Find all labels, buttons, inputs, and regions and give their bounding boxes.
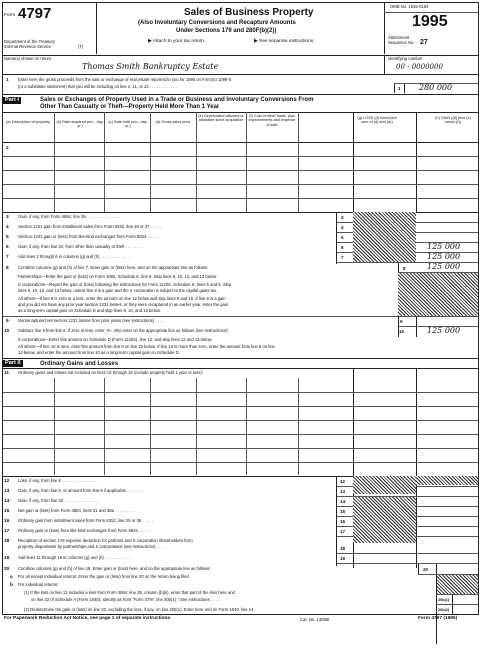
line-18-number: 18: [4, 539, 10, 544]
line-14-box: 14: [340, 499, 346, 504]
name-value: Thomas Smith Bankruptcy Estate: [82, 62, 219, 71]
line-8-all-others-2: and you did not have any prior year section 1231 losses, or they were recaptured in an earlier year, enter the gain: [18, 302, 229, 307]
line-10-text: Subtract line 9 from line 8. If zero or less, enter -0-. Also enter on the appropriate line as follows (see instructions):: [18, 328, 229, 333]
identifying-number-value: 00 - 0000000: [396, 63, 443, 71]
column-b-header: (b) Date acquired (mo., day, yr.): [56, 120, 104, 129]
dept-line2: Internal Revenue Service: [4, 44, 52, 49]
form-word: Form: [4, 13, 16, 18]
line-19-box: 19: [340, 556, 346, 561]
column-d-header: (d) Gross sales price: [155, 120, 191, 124]
line-7-number: 7: [6, 255, 9, 260]
line-7-box: 7: [341, 255, 344, 260]
part-2-label: Part II: [5, 360, 21, 366]
line-8-number: 8: [6, 266, 9, 271]
line-17-box: 17: [340, 529, 346, 534]
column-h-header: (h) GAIN ((d) plus (e) minus (f)): [435, 116, 471, 125]
line-4-number: 4: [6, 225, 9, 230]
line-4-box: 4: [341, 225, 344, 230]
line-4-text: Section 1231 gain from installment sales from Form 6252, line 26 or 37 . . . . .: [18, 224, 162, 229]
form-number: 4797: [18, 5, 52, 22]
line-1-text-1: Enter here the gross proceeds from the sale or exchange of real estate reported to you for 1995 on Form(s) 1099-S: [18, 77, 232, 82]
line-20b2-box: 20b(2): [438, 608, 450, 612]
identifying-number-field[interactable]: [386, 62, 476, 73]
line-5-amount-field[interactable]: [417, 232, 479, 242]
line-9-amount-field[interactable]: [417, 316, 479, 326]
line-1-amount-value: 280 000: [419, 83, 453, 92]
line-5-text: Section 1231 gain or (loss) from like-kind exchanges from Form 8824 . . . . . .: [18, 234, 161, 239]
catalog-number: Cat. No. 13086I: [300, 617, 330, 622]
line-11-text: Ordinary gains and losses not included on lines 12 through 18 (include property held 1 year or less):: [18, 370, 204, 375]
column-a-header: (a) Description of property: [6, 120, 50, 124]
attachment-label: Attachment: [388, 35, 410, 40]
line-18-text-1: Recapture of section 179 expense deduction for partners and S corporation shareholders from: [18, 538, 193, 543]
line-12-box: 12: [340, 479, 346, 484]
line-20b2-text: (2) Redetermine the gain or (loss) on line 20, excluding the loss, if any, on line 20b(1). Enter here and on Form 1040, line 14 .: [24, 607, 256, 612]
line-6-amount-value: 125 000: [427, 242, 461, 251]
line-6-number: 6: [6, 245, 9, 250]
line-20b-text: For individual returns:: [18, 582, 59, 587]
line-4-amount-field[interactable]: [417, 222, 479, 232]
line-6-amount-field[interactable]: [417, 242, 479, 252]
line-10-number: 10: [4, 329, 10, 334]
form-title: Sales of Business Property: [184, 7, 314, 18]
line-8-s-corporations: S corporations—Report the gain or (loss) following the instructions for Form 1120S, Schedule K, lines 5 and 6. Skip: [18, 282, 232, 287]
line-1-number: 1: [6, 78, 9, 83]
part-1-label: Part I: [5, 97, 19, 103]
line-15-box: 15: [340, 509, 346, 514]
line-12-number: 12: [4, 479, 10, 484]
line-16-number: 16: [4, 519, 10, 524]
line-20-amount-field[interactable]: [437, 564, 479, 574]
column-g-header: (g) LOSS ((f) minus the sum of (d) and (e)): [357, 116, 397, 125]
line-7-amount-field[interactable]: [417, 252, 479, 262]
part-1-title-1: Sales or Exchanges of Property Used in a Trade or Business and Involuntary Conversions From: [40, 97, 314, 103]
identifying-number-label: Identifying number: [388, 56, 423, 61]
part-2-amount-fields[interactable]: [417, 486, 479, 564]
line-1-box-number: 1: [398, 86, 401, 91]
line-8-amount-field[interactable]: [417, 262, 479, 272]
column-e-header: (e) Depreciation allowed or allowable since acquisition: [198, 114, 244, 123]
omb-number: OMB No. 1545-0184: [390, 4, 429, 9]
line-8-all-others-3: as a long-term capital gain on Schedule D and skip lines 9, 10, and 13 below.: [18, 308, 161, 313]
part-2-title: Ordinary Gains and Losses: [40, 361, 119, 367]
line-13-box: 13: [340, 489, 346, 494]
line-3-box: 3: [341, 215, 344, 220]
line-5-number: 5: [6, 235, 9, 240]
line-17-text: Ordinary gain or (loss) from like-kind exchanges from Form 8824 . . . . . .: [18, 528, 152, 533]
line-18-box: 18: [340, 546, 346, 551]
form-subtitle-2: Under Sections 179 and 280F(b)(2)): [176, 28, 277, 34]
line-20b1-text-1: (1) If the loss on line 12 includes a loss from Form 4684, line 35, column (b)(ii), enter that part of the loss here and: [24, 590, 235, 595]
sequence-number: 27: [420, 39, 428, 46]
line-17-number: 17: [4, 529, 10, 534]
paperwork-notice: For Paperwork Reduction Act Notice, see page 1 of separate instructions.: [4, 616, 172, 621]
line-20b2-amount-field[interactable]: [453, 604, 479, 614]
line-8-amount-value: 125 000: [427, 262, 461, 271]
sequence-label: Sequence No.: [388, 40, 415, 45]
line-3-amount-field[interactable]: [417, 212, 479, 222]
line-7-amount-value: 125 000: [427, 252, 461, 261]
line-14-text: Gain, if any, from line 33 . . . . . . . . . . . . . . . .: [18, 498, 101, 503]
line-11-number: 11: [4, 371, 10, 376]
line-6-text: Gain, if any, from line 34, from other than casualty or theft . . . . . . . .: [18, 244, 144, 249]
line-20b1-amount-field[interactable]: [453, 594, 479, 604]
line-19-number: 19: [4, 556, 10, 561]
line-16-text: Ordinary gain from installment sales from Form 6252, line 25 or 36 . . . . .: [18, 518, 153, 523]
attach-instruction: ▶ Attach to your tax return.: [148, 39, 206, 44]
line-10-all-others: All others—If line 10 is zero, enter the amount from line 9 on line 13 below. If line 10 is more than zero, enter the amount from line 9 on line: [18, 344, 275, 349]
line-9-number: 9: [6, 319, 9, 324]
tax-year: 1995: [412, 13, 448, 30]
line-20-box: 20: [423, 567, 429, 572]
line-8-partnerships: Partnerships—Enter the gain or (loss) on Form 1065, Schedule K, line 6. Skip lines 9, 10, 12, and 13 below.: [18, 274, 218, 279]
line-18-text-2: property dispositions by partnerships and S corporations (see instructions) . . . .: [18, 544, 165, 549]
line-12-text: Loss, if any, from line 8 . . . . . . . . . . . . . . . .: [18, 478, 98, 483]
line-7-text: Add lines 2 through 6 in columns (g) and (h) . . . . . . . . . . . . . .: [18, 254, 133, 259]
line-10-amount-field[interactable]: [417, 326, 479, 336]
line-8-s-corporations-2: lines 9, 10, 12, and 13 below, unless line 8 is a gain and the S corporation is subject to the capital gains tax.: [18, 288, 218, 293]
line-1-text-2: (or a substitute statement) that you will be including on line 2, 11, or 22 . . . . . . . . . . . .: [18, 84, 177, 89]
line-15-number: 15: [4, 509, 10, 514]
line-9-text: Nonrecaptured net section 1231 losses from prior years (see instructions) . . . . .: [18, 318, 166, 323]
line-3-text: Gain, if any, from Form 4684, line 39 . . . . . . . . . . . . . . . .: [18, 214, 123, 219]
line-8-text: Combine columns (g) and (h) of line 7. Enter gain or (loss) here, and on the appropriate line as follows:: [18, 265, 209, 270]
line-14-number: 14: [4, 499, 10, 504]
line-8-all-others: All others—If line 8 is zero or a loss, enter the amount on line 12 below and skip lines 9 and 10. If line 8 is a gain: [18, 296, 226, 301]
line-13-number: 13: [4, 489, 10, 494]
line-16-box: 16: [340, 519, 346, 524]
line-1-amount-field[interactable]: [405, 83, 477, 93]
line-15-text: Net gain or (loss) from Form 4684, lines 31 and 38a . . . . . . . . .: [18, 508, 135, 513]
line-20b1-text-2: on line 22 of Schedule A (Form 1040). Identify as from "Form 4797, line 20b(1)." See instructions . . . . .: [31, 597, 222, 602]
line-13-text: Gain, if any, from line 8, or amount from line 9 if applicable . . . . . . .: [18, 488, 143, 493]
column-c-header: (c) Date sold (mo., day, yr.): [108, 120, 148, 129]
form-subtitle-1: (Also Involuntary Conversions and Recapture Amounts: [138, 20, 296, 26]
line-3-number: 3: [6, 215, 9, 220]
dept-num: (T): [78, 44, 84, 49]
line-6-box: 6: [341, 245, 344, 250]
part-1-title-2: Other Than Casualty or Theft—Property Held More Than 1 Year: [40, 104, 220, 110]
line-2-number: 2: [6, 146, 9, 151]
line-10-all-others-2: 13 below, and enter the amount from line 10 as a long-term capital gain on Schedule D.: [18, 350, 180, 355]
line-20-number: 20: [4, 567, 10, 572]
line-20b1-box: 20b(1): [438, 598, 450, 602]
see-instruction: ▶ See separate instructions.: [254, 39, 315, 44]
line-9-box: 9: [400, 319, 403, 324]
dept-line1: Department of the Treasury: [4, 39, 55, 44]
name-label: Name(s) shown on return: [4, 56, 52, 61]
line-19-text: Add lines 11 through 18 in columns (g) and (h) . . . . . . . . . . . .: [18, 555, 132, 560]
line-20a-text: For all except individual returns: Enter the gain or (loss) from line 20 on the return being filed.: [18, 574, 191, 579]
line-5-box: 5: [341, 235, 344, 240]
line-10-box: 10: [399, 329, 405, 334]
column-f-header: (f) Cost or other basis, plus improvements and expense of sale: [248, 114, 296, 127]
line-10-s-corporations: S corporations—Enter this amount on Schedule D (Form 1120S), line 13, and skip lines 12 and 13 below.: [18, 337, 213, 342]
line-2-rows[interactable]: [2, 142, 479, 212]
form-reference: Form 4797 (1995): [418, 616, 458, 621]
line-8-box: 8: [403, 266, 406, 271]
line-20-text: Combine columns (g) and (h) of line 19. Enter gain or (loss) here, and on the appropriate line as follows:: [18, 566, 211, 571]
line-10-amount-value: 125 000: [427, 326, 461, 335]
name-field[interactable]: [70, 60, 370, 72]
